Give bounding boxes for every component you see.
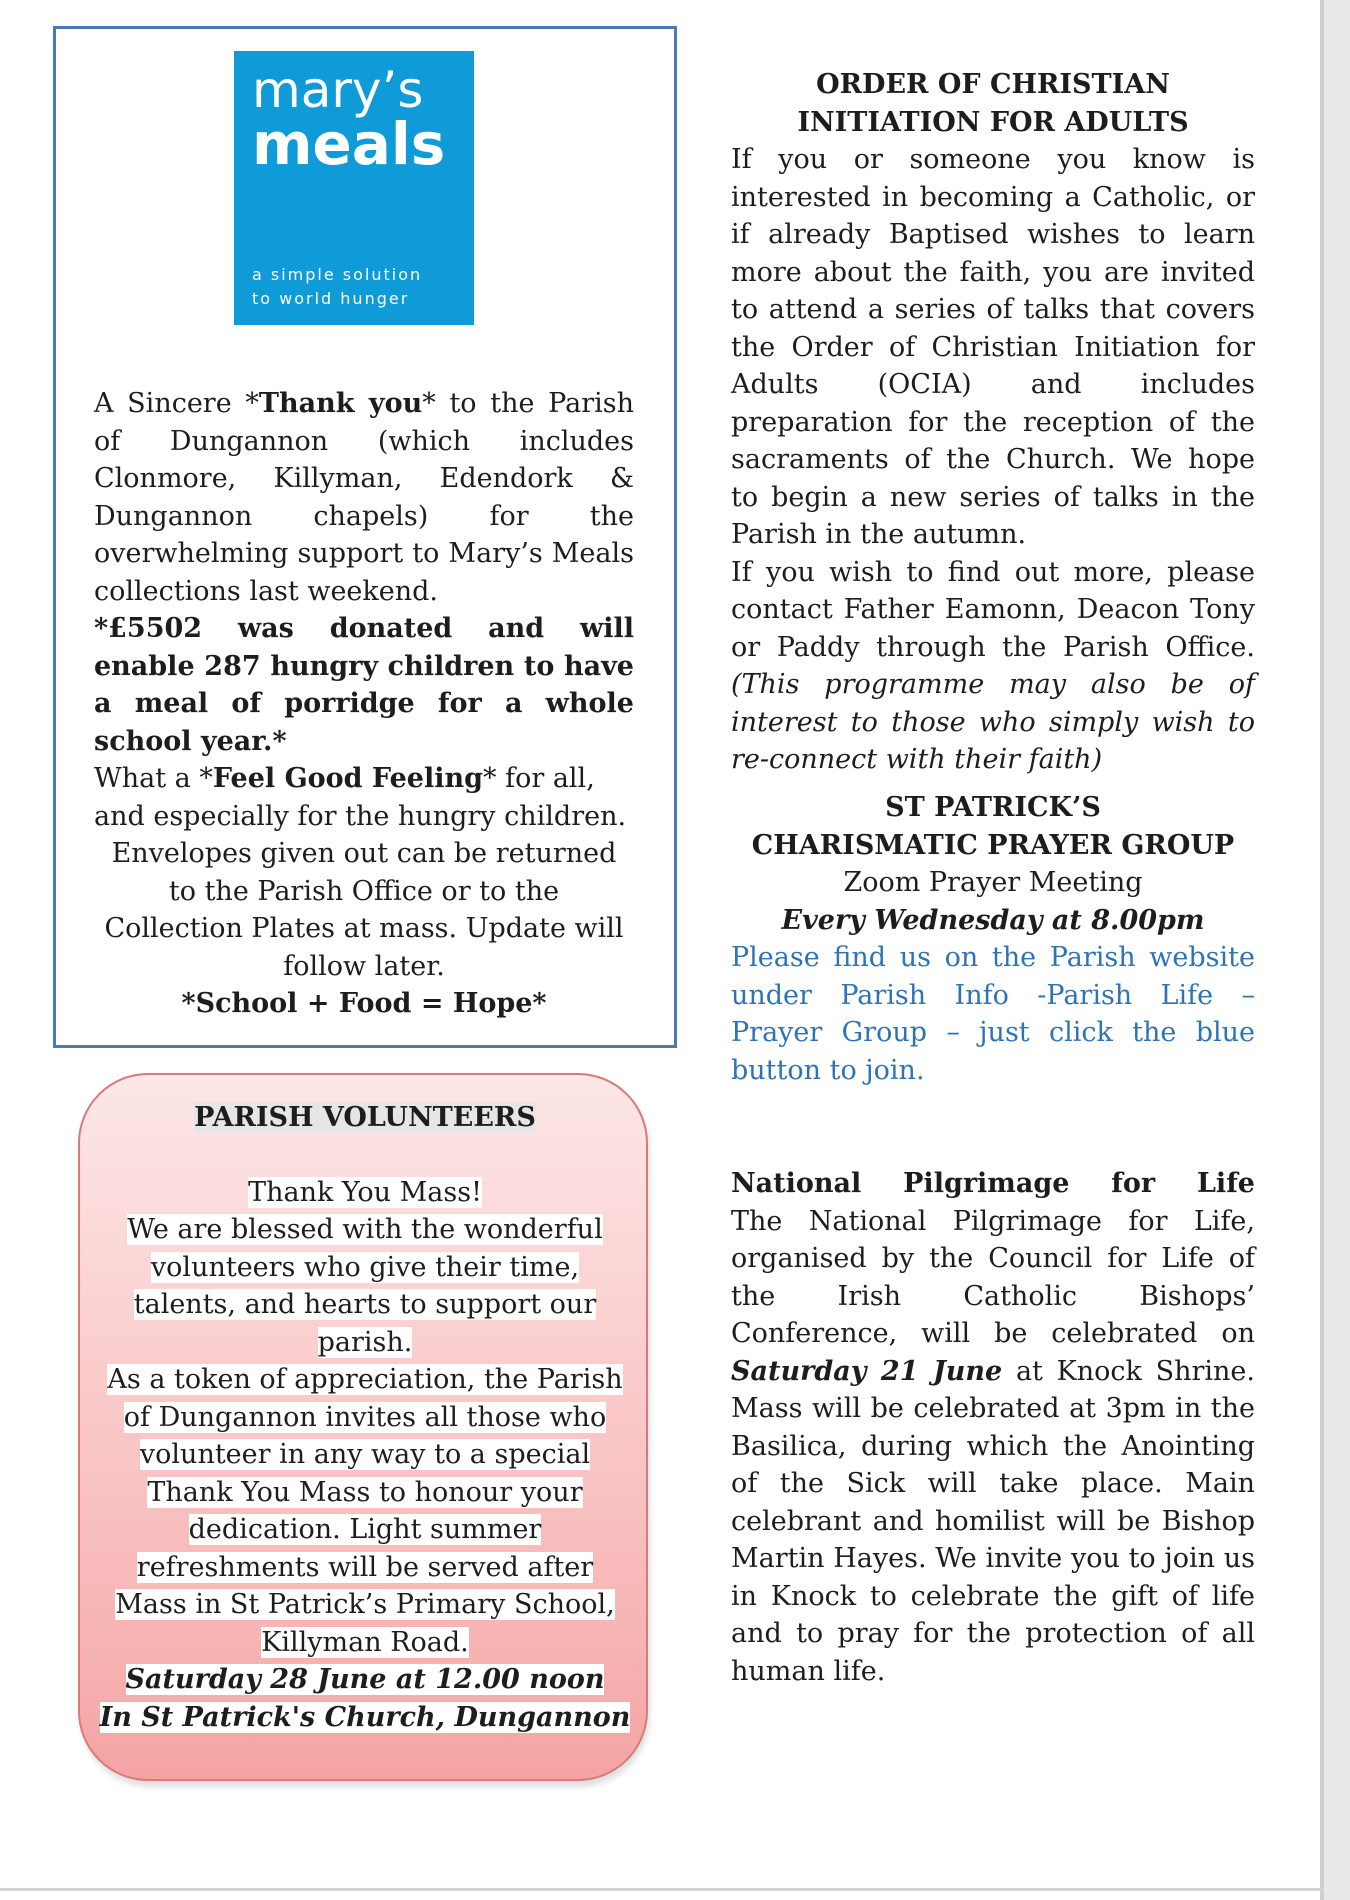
pilgrimage-text-a: The National Pilgrimage for Life, organised by the Council for Life of the Irish Catholic Bishops’ Conference, will be celebrated on <box>731 1205 1255 1349</box>
parish-volunteers-title-line <box>98 1099 632 1137</box>
volunteers-paragraph-1 <box>98 1211 632 1361</box>
school-food-hope <box>94 985 634 1023</box>
ocia-section <box>731 66 1255 779</box>
feel-good-bold: Feel Good Feeling <box>212 763 483 794</box>
marys-meals-box <box>53 26 677 1048</box>
logo-tagline <box>252 263 422 311</box>
page-gutter <box>1324 0 1350 1900</box>
marys-meals-logo <box>234 51 474 325</box>
parish-volunteers-content <box>98 1099 632 1736</box>
prayer-group-title-1: ST PATRICK’S <box>885 792 1101 823</box>
pilgrimage-section <box>731 1165 1255 1690</box>
donation-text: *£5502 was donated and will enable 287 hungry children to have a meal of porridge for a whole school year.* <box>94 613 634 757</box>
volunteers-date-line <box>98 1661 632 1699</box>
ocia-paragraph-2 <box>731 554 1255 779</box>
school-food-hope-text: *School + Food = Hope* <box>181 988 547 1019</box>
pilgrimage-paragraph <box>731 1203 1255 1691</box>
ocia-note: (This programme may also be of interest to those who simply wish to re-connect with their faith) <box>731 669 1255 775</box>
prayer-group-schedule: Every Wednesday at 8.00pm <box>781 904 1205 936</box>
logo-line-2: meals <box>252 110 446 178</box>
volunteers-paragraph-2 <box>98 1361 632 1661</box>
feel-good-paragraph <box>94 760 634 835</box>
donation-paragraph <box>94 610 634 760</box>
marys-meals-text <box>94 385 634 1023</box>
volunteers-text-2: As a token of appreciation, the Parish of Dungannon invites all those who volunteer in any way to a special Thank You Mass to honour your dedication. Light summer refreshments will be served after Mass in St Patrick’s Primary School, Killyman Road. <box>107 1364 623 1658</box>
spacer <box>98 1137 632 1174</box>
thank-you-bold: Thank you <box>258 388 423 419</box>
logo-tagline-2: to world hunger <box>252 289 410 308</box>
pilgrimage-title-line <box>731 1165 1255 1203</box>
prayer-group-link[interactable]: Please find us on the Parish website under Parish Info -Parish Life – Prayer Group – just click the blue button to join. <box>731 942 1255 1086</box>
ocia-contact-text: If you wish to find out more, please contact Father Eamonn, Deacon Tony or Paddy through the Parish Office. <box>731 556 1255 663</box>
logo-tagline-1: a simple solution <box>252 265 423 284</box>
prayer-group-subtitle: Zoom Prayer Meeting <box>843 867 1143 898</box>
parish-volunteers-title: PARISH VOLUNTEERS <box>194 1102 536 1133</box>
parish-volunteers-box <box>78 1073 648 1781</box>
page-bottom-edge <box>0 1888 1324 1891</box>
pilgrimage-text-b: at Knock Shrine. Mass will be celebrated at 3pm in the Basilica, during which the Anointing of the Sick will take place. Main celebrant and homilist will be Bishop Martin Hayes. We invite you to join us in Knock to celebrate the gift of life and to pray for the protection of all human life. <box>731 1355 1255 1687</box>
thank-you-mass-line <box>98 1174 632 1212</box>
volunteers-text-1: We are blessed with the wonderful volunteers who give their time, talents, and hearts to support our parish. <box>127 1214 603 1358</box>
prayer-group-section <box>731 789 1255 1089</box>
thank-you-rest: * to the Parish of Dungannon (which includes Clonmore, Killyman, Edendork & Dungannon chapels) for the overwhelming support to Mary’s Meals collections last weekend. <box>94 388 634 607</box>
thank-you-paragraph <box>94 385 634 610</box>
feel-good-intro: What a * <box>94 763 213 794</box>
prayer-group-title-2: CHARISMATIC PRAYER GROUP <box>751 829 1235 861</box>
thank-you-mass-heading: Thank You Mass! <box>248 1176 482 1208</box>
volunteers-venue-line <box>98 1699 632 1737</box>
envelopes-paragraph: Envelopes given out can be returned to the Parish Office or to the Collection Plates at mass. Update will follow later. <box>104 838 624 982</box>
volunteers-venue: In St Patrick's Church, Dungannon <box>99 1701 631 1733</box>
pilgrimage-title: National Pilgrimage for Life <box>731 1168 1255 1199</box>
feel-good-rest: * for all, and especially for the hungry children. <box>94 763 627 832</box>
thank-you-intro: A Sincere * <box>94 388 259 419</box>
ocia-title: ORDER OF CHRISTIAN INITIATION FOR ADULTS <box>797 69 1189 138</box>
volunteers-date: Saturday 28 June at 12.00 noon <box>125 1664 605 1695</box>
ocia-paragraph-1: If you or someone you know is interested in becoming a Catholic, or if already Baptised wishes to learn more about the faith, you are invited to attend a series of talks that covers the Order of Christian Initiation for Adults (OCIA) and includes preparation for the reception of the sacraments of the Church. We hope to begin a new series of talks in the Parish in the autumn. <box>731 144 1255 550</box>
pilgrimage-date: Saturday 21 June <box>731 1355 1003 1387</box>
logo-line-1: mary’s <box>252 61 424 119</box>
